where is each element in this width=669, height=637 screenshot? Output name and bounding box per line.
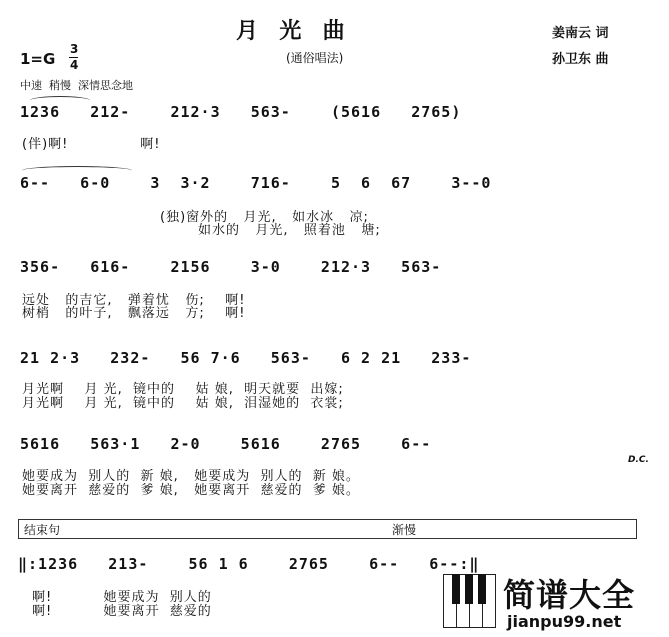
slur-row-2 [22, 166, 132, 175]
piano-black-key-icon [452, 574, 460, 604]
tempo-marking: 中速 稍慢 深情思念地 [20, 79, 133, 92]
time-signature-bottom: 4 [70, 58, 79, 72]
lyrics-row-5-line-2: 她要离开 慈爱的 爹 娘, 她要离开 慈爱的 爹 娘。 [22, 483, 360, 498]
notation-row-6: ‖:1236 213- 56 1 6 2765 6-- 6--:‖ [18, 555, 480, 573]
lyrics-row-1-line-1: (伴)啊! 啊! [22, 137, 161, 152]
lyrics-row-6-line-1: 啊! 她要成为 别人的 [32, 590, 212, 605]
slur-row-1 [30, 96, 90, 105]
notation-row-1: 1236 212- 212·3 563- (5616 2765) [20, 103, 462, 121]
piano-black-key-icon [465, 574, 473, 604]
lyrics-row-4-line-2: 月光啊 月 光, 镜中的 姑 娘, 泪湿她的 衣裳; [22, 396, 344, 411]
lyrics-row-2-line-2: 如水的 月光, 照着池 塘; [198, 223, 381, 238]
time-signature-top: 3 [70, 42, 79, 56]
notation-row-4: 21 2·3 232- 56 7·6 563- 6 2 21 233- [20, 349, 472, 367]
song-subtitle: (通俗唱法) [286, 51, 344, 65]
da-capo-mark: D.C. [628, 455, 649, 465]
song-title: 月 光 曲 [236, 19, 347, 44]
lyricist-credit: 姜南云 词 [552, 26, 609, 41]
watermark-site: jianpu99.net [507, 612, 622, 631]
lyrics-row-5-line-1: 她要成为 别人的 新 娘, 她要成为 别人的 新 娘。 [22, 469, 360, 484]
ending-label: 结束句 [24, 523, 61, 537]
key-signature: 1=G [20, 50, 56, 68]
ritardando-label: 渐慢 [392, 523, 417, 537]
lyrics-row-3-line-1: 远处 的吉它, 弹着忧 伤; 啊! [22, 293, 246, 308]
notation-row-3: 356- 616- 2156 3-0 212·3 563- [20, 258, 442, 276]
composer-credit: 孙卫东 曲 [552, 52, 609, 67]
lyrics-row-2-line-1: (独)窗外的 月光, 如水冰 凉; [160, 210, 369, 225]
lyrics-row-6-line-2: 啊! 她要离开 慈爱的 [32, 604, 212, 619]
notation-row-5: 5616 563·1 2-0 5616 2765 6-- [20, 435, 432, 453]
notation-row-2: 6-- 6-0 3 3·2 716- 5 6 67 3--0 [20, 174, 492, 192]
lyrics-row-3-line-2: 树梢 的叶子, 飘落远 方; 啊! [22, 306, 246, 321]
piano-black-key-icon [478, 574, 486, 604]
lyrics-row-4-line-1: 月光啊 月 光, 镜中的 姑 娘, 明天就要 出嫁; [22, 382, 344, 397]
watermark-logo [443, 570, 669, 637]
ending-section-box [18, 519, 637, 539]
watermark-brand: 简谱大全 [503, 576, 636, 614]
